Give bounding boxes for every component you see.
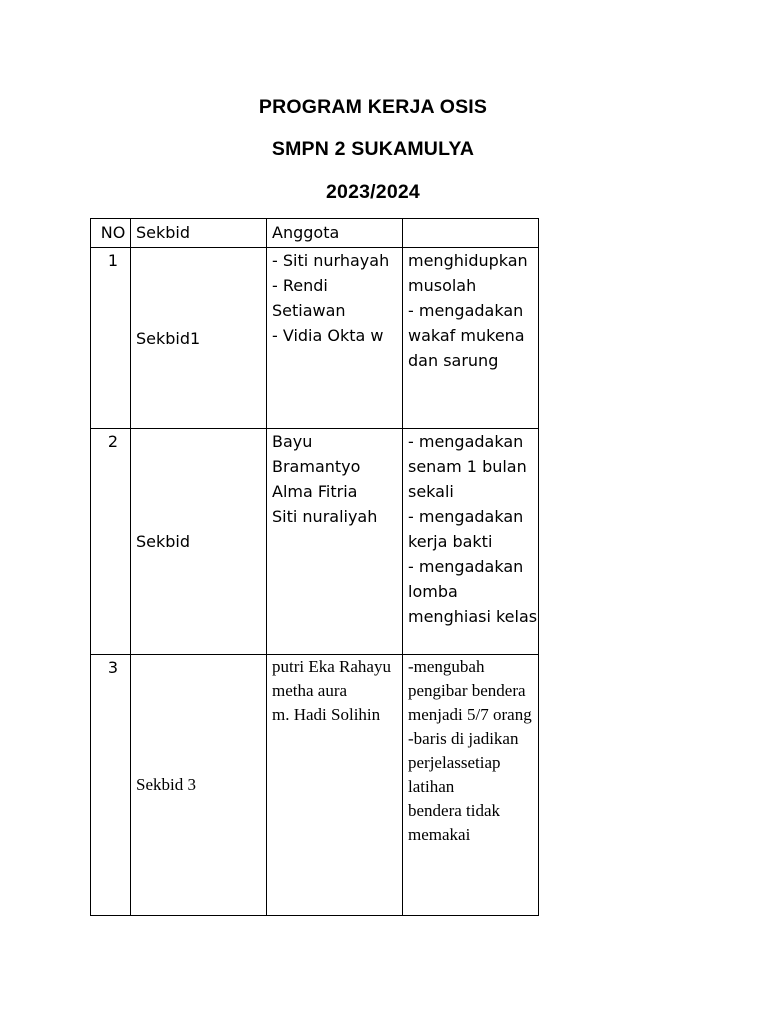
table-header-row xyxy=(91,219,539,248)
header-program xyxy=(403,219,539,248)
row-sekbid: Sekbid 3 xyxy=(131,655,267,916)
row-anggota: putri Eka Rahayu metha aura m. Hadi Solihin xyxy=(267,655,403,916)
row-anggota: - Siti nurhayah - Rendi Setiawan - Vidia Okta w xyxy=(267,248,403,429)
row-sekbid: Sekbid xyxy=(131,429,267,655)
table-row xyxy=(91,429,539,655)
row-number: 2 xyxy=(91,429,131,655)
header-sekbid: Sekbid xyxy=(131,219,267,248)
school-year: 2023/2024 xyxy=(326,181,420,203)
program-table xyxy=(90,218,539,916)
row-number: 3 xyxy=(91,655,131,916)
table-row xyxy=(91,655,539,916)
header-anggota: Anggota xyxy=(267,219,403,248)
row-program: -mengubah pengibar bendera menjadi 5/7 orang -baris di jadikan perjelassetiap latihan bendera tidak memakai xyxy=(403,655,539,916)
row-number: 1 xyxy=(91,248,131,429)
row-anggota: Bayu Bramantyo Alma Fitria Siti nuraliyah xyxy=(267,429,403,655)
row-program: menghidupkan musolah - mengadakan wakaf mukena dan sarung xyxy=(403,248,539,429)
school-name: SMPN 2 SUKAMULYA xyxy=(271,138,475,160)
row-sekbid: Sekbid1 xyxy=(131,248,267,429)
document-title: PROGRAM KERJA OSIS xyxy=(258,96,488,118)
row-program: - mengadakan senam 1 bulan sekali - mengadakan kerja bakti - mengadakan lomba menghiasi kelas xyxy=(403,429,539,655)
header-no: NO xyxy=(91,219,131,248)
table-row xyxy=(91,248,539,429)
